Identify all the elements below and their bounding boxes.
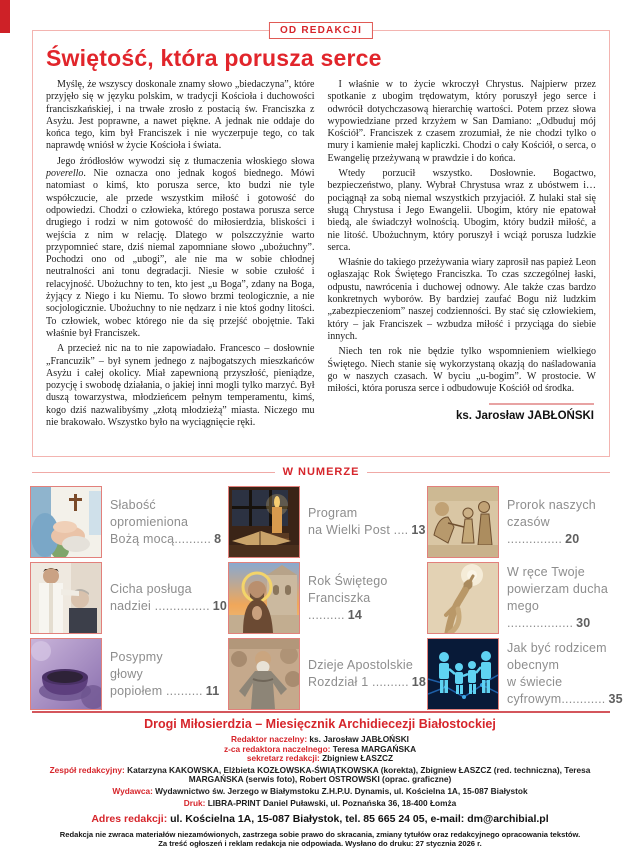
paragraph: Niech ten rok nie będzie tylko wspomnieniem wielkiego Świętego. Niech stanie się wykorzystaną okazją do naśladowania go w naszych czasach. W byciu „u-bogim”. W prostocie. W miłości, która porusza serce i odbudowuje Kościół od środka.: [327, 346, 596, 395]
toc-entry-text: Dzieje Apostolskie Rozdział 1 .......... 18: [308, 658, 427, 689]
toc-item: [228, 484, 427, 560]
magazine-title: Drogi Miłosierdzia – Miesięcznik Archidiecezji Białostockiej: [144, 717, 496, 731]
toc-item: [30, 636, 228, 712]
page-number: 18: [411, 675, 427, 689]
article-columns: [33, 79, 609, 432]
priest-blessing-photo: [30, 562, 102, 634]
author-name: ks. Jarosław JABŁOŃSKI: [455, 410, 594, 423]
paragraph: A przecież nic na to nie zapowiadało. Francesco – dosłownie „Francuzik” – był synem jednego z najbogatszych mieszkańców Asyżu i całej okolicy. Miał zapewnioną przyszłość, pieniądze, pozycję i swobodę działania, o jakiej inni mogli tylko marzyć. Był duszą towarzystwa, młodzieńcem pełnym temperamentu, kimś, kogo dziś nazwalibyśmy „złotą młodzieżą” miasta. Niczego mu nie brakowało. Wszystko było na wyciągnięcie ręki.: [46, 343, 315, 429]
article-column-right: [328, 79, 597, 432]
page-number: 8: [214, 531, 222, 546]
heading-label: W NUMERZE: [282, 466, 360, 478]
toc-item: [30, 484, 228, 560]
fine-print: Redakcja nie zwraca materiałów niezamówionych, zastrzega sobie prawo do skracania, zmiany tytułów oraz redakcyjnego opracowania tekstów. Za treść ogłoszeń i reklam redakcja nie odpowiada. Wysłano do druku: 27 stycznia 2026 r.: [59, 829, 581, 848]
table-of-contents: [30, 484, 623, 712]
st-francis-photo: [228, 562, 300, 634]
prophet-sketch: [427, 486, 499, 558]
heading-rule-left: [32, 472, 275, 473]
signature-rule: [489, 403, 594, 405]
article-column-left: [46, 79, 315, 432]
page-number: 10: [212, 599, 228, 613]
toc-entry-text: Cicha posługa nadziei ............... 10: [110, 582, 228, 613]
digital-family-graphic: [427, 638, 499, 710]
paragraph: Wtedy porzucił wszystko. Dosłownie. Bogactwo, bezpieczeństwo, plany. Wybrał Chrystusa wraz z ubóstwem i… pociągnął za sobą niemal wszystkich przyjaciół. Z hulaki stał się sługą Chrystusa i Jego Ewangelii. Ubogim, który nie epatował biedą, ale świadczył wolnością. Ubogim, który budził miłość, a nie litość. Ubożuchnym, który poruszył i wciąż porusza ludzkie serca.: [327, 168, 596, 253]
page-number: 20: [565, 531, 580, 546]
candle-books-photo: [228, 486, 300, 558]
credit-line: Redaktor naczelny: ks. Jarosław JABŁOŃSKI: [231, 734, 409, 744]
page-number: 13: [411, 523, 426, 537]
toc-entry-text: Posypmy głowy popiołem .......... 11: [110, 649, 220, 698]
apostle-preaching-photo: [228, 638, 300, 710]
toc-entry-text: Rok Świętego Franciszka .......... 14: [308, 573, 388, 622]
page-number: 14: [347, 607, 363, 622]
toc-item: [228, 560, 427, 636]
in-this-issue-heading: [32, 466, 610, 478]
toc-entry-text: Słabość opromieniona Bożą mocą.......... 8: [110, 497, 222, 546]
heading-rule-right: [367, 472, 610, 473]
toc-item: [427, 636, 623, 712]
spirit-sepia-drawing: [427, 562, 499, 634]
credit-line: Wydawca: Wydawnictwo św. Jerzego w Białymstoku Z.H.P.U. Dynamis, ul. Kościelna 1A, 15-087 Białystok: [112, 786, 528, 796]
toc-entry-text: Jak być rodzicem obecnym w świecie cyfrowym............ 35: [507, 641, 623, 706]
paragraph: Myślę, że wszyscy doskonale znamy słowo „biedaczyna”, które przyjęło się w języku polskim, w tradycji Kościoła i duchowości franciszkańskiej, i na trwałe zrosło z postacią św. Franciszka z Asyżu. Jest poprawne, a nawet piękne. A jednak nie oddaje do końca tego, kim był Franciszek i nie wyczerpuje tego, co tak naprawdę wniósł w życie Kościoła i świata.: [46, 79, 315, 152]
credit-line: Druk: LIBRA-PRINT Daniel Puławski, ul. Poznańska 36, 18-400 Łomża: [183, 798, 457, 808]
toc-item: [427, 484, 612, 560]
footer: [0, 717, 640, 848]
toc-entry-text: Prorok naszych czasów ............... 20: [507, 497, 596, 546]
author-signature: [328, 403, 597, 422]
toc-entry-text: W ręce Twoje powierzam ducha mego .................. 30: [507, 565, 608, 630]
page-number: 35: [608, 692, 623, 706]
paragraph: Właśnie do takiego przeżywania wiary zaprosił nas papież Leon ogłaszając Rok Świętego Franciszka. To czas szczególnej łaski, odpustu, nawrócenia i duchowej odnowy. Ale także czas bardzo konkretnych wyborów. By bardziej zaufać Bogu niż ludzkim „zabezpieczeniom” naszej codzienności. By stać się człowiekiem, który – jak Franciszek – wzbudza miłość i przyciąga do siebie innych.: [327, 257, 596, 342]
page-edge-red-bar: [0, 0, 10, 33]
page-number: 30: [576, 616, 591, 630]
paragraph: I właśnie w to życie wkroczył Chrystus. Najpierw przez spotkanie z ubogim trędowatym, który poruszył jego serce i odwrócił dotychczasową hierarchię wartości. Potem przez słowa wypowiedziane przed krzyżem w San Damiano: „Odbuduj mój Kościół”. Franciszek z czasem zrozumiał, że nie chodzi tylko o mury i kamienie małej kapliczki. Chodzi o cały Kościół, o serca, o Ewangelię przeżywaną w prawdzie i do końca.: [327, 79, 596, 164]
toc-entry-text: Program na Wielki Post .... 13: [308, 506, 426, 537]
section-kicker: OD REDAKCJI: [269, 22, 373, 39]
toc-item: [228, 636, 427, 712]
paragraph: Jego źródłosłów wywodzi się z tłumaczenia włoskiego słowa poverello. Nie oznacza ono jednak kogoś biednego. Mówi natomiast o kimś, kto porusza serce, kto budzi nie tyle współczucie, ale przede wszystkim miłość i gotowość do odpowiedzi. Chodzi o człowieka, którego postawa porusza serce drugiego i rodzi w nim gotowość do miłosierdzia, bliskości i wejścia z nim w relację. Dlatego w polszczyźnie warto przypomnieć stare, dziś niemal zapomniane słowo „ubożuchny”. Pochodzi ono od „ubogi”, ale nie ma w sobie chłodnej neutralności ani tonu degradacji. Niesie w sobie czułość i relacyjność. Ubożuchny to ten, kto jest „u Boga”, zdany na Boga, żyjący z Niego i ku Niemu. To słowo brzmi teologicznie, a nie socjologicznie. Ubożuchny to nie nędzarz i nie ktoś godny litości. To człowiek, wobec którego nie da się przejść obojętnie. Taki właśnie był Franciszek.: [46, 155, 315, 339]
page-number: 11: [205, 683, 220, 698]
credit-line: Zespół redakcyjny: Katarzyna KAKOWSKA, Elżbieta KOZŁOWSKA-ŚWIĄTKOWSKA (korekta), Zbigniew ŁASZCZ (red. techniczna), Teresa MARGAŃSKA (serwis foto), Robert OSTROWSKI (oprac. graficzne): [49, 764, 591, 784]
article-title: Świętość, która porusza serce: [46, 45, 382, 71]
credit-line: sekretarz redakcji: Zbigniew ŁASZCZ: [246, 753, 394, 763]
ash-bowl-watercolor: [30, 638, 102, 710]
editorial-address: Adres redakcji: ul. Kościelna 1A, 15-087 Białystok, tel. 85 665 24 05, e-mail: dm@archibial.pl: [91, 812, 549, 825]
footer-divider: [32, 711, 610, 713]
editorial-article-box: [32, 25, 610, 457]
toc-item: [30, 560, 228, 636]
credit-line: z-ca redaktora naczelnego: Teresa MARGAŃSKA: [223, 743, 417, 754]
caring-hands-photo: [30, 486, 102, 558]
toc-item: [427, 560, 612, 636]
